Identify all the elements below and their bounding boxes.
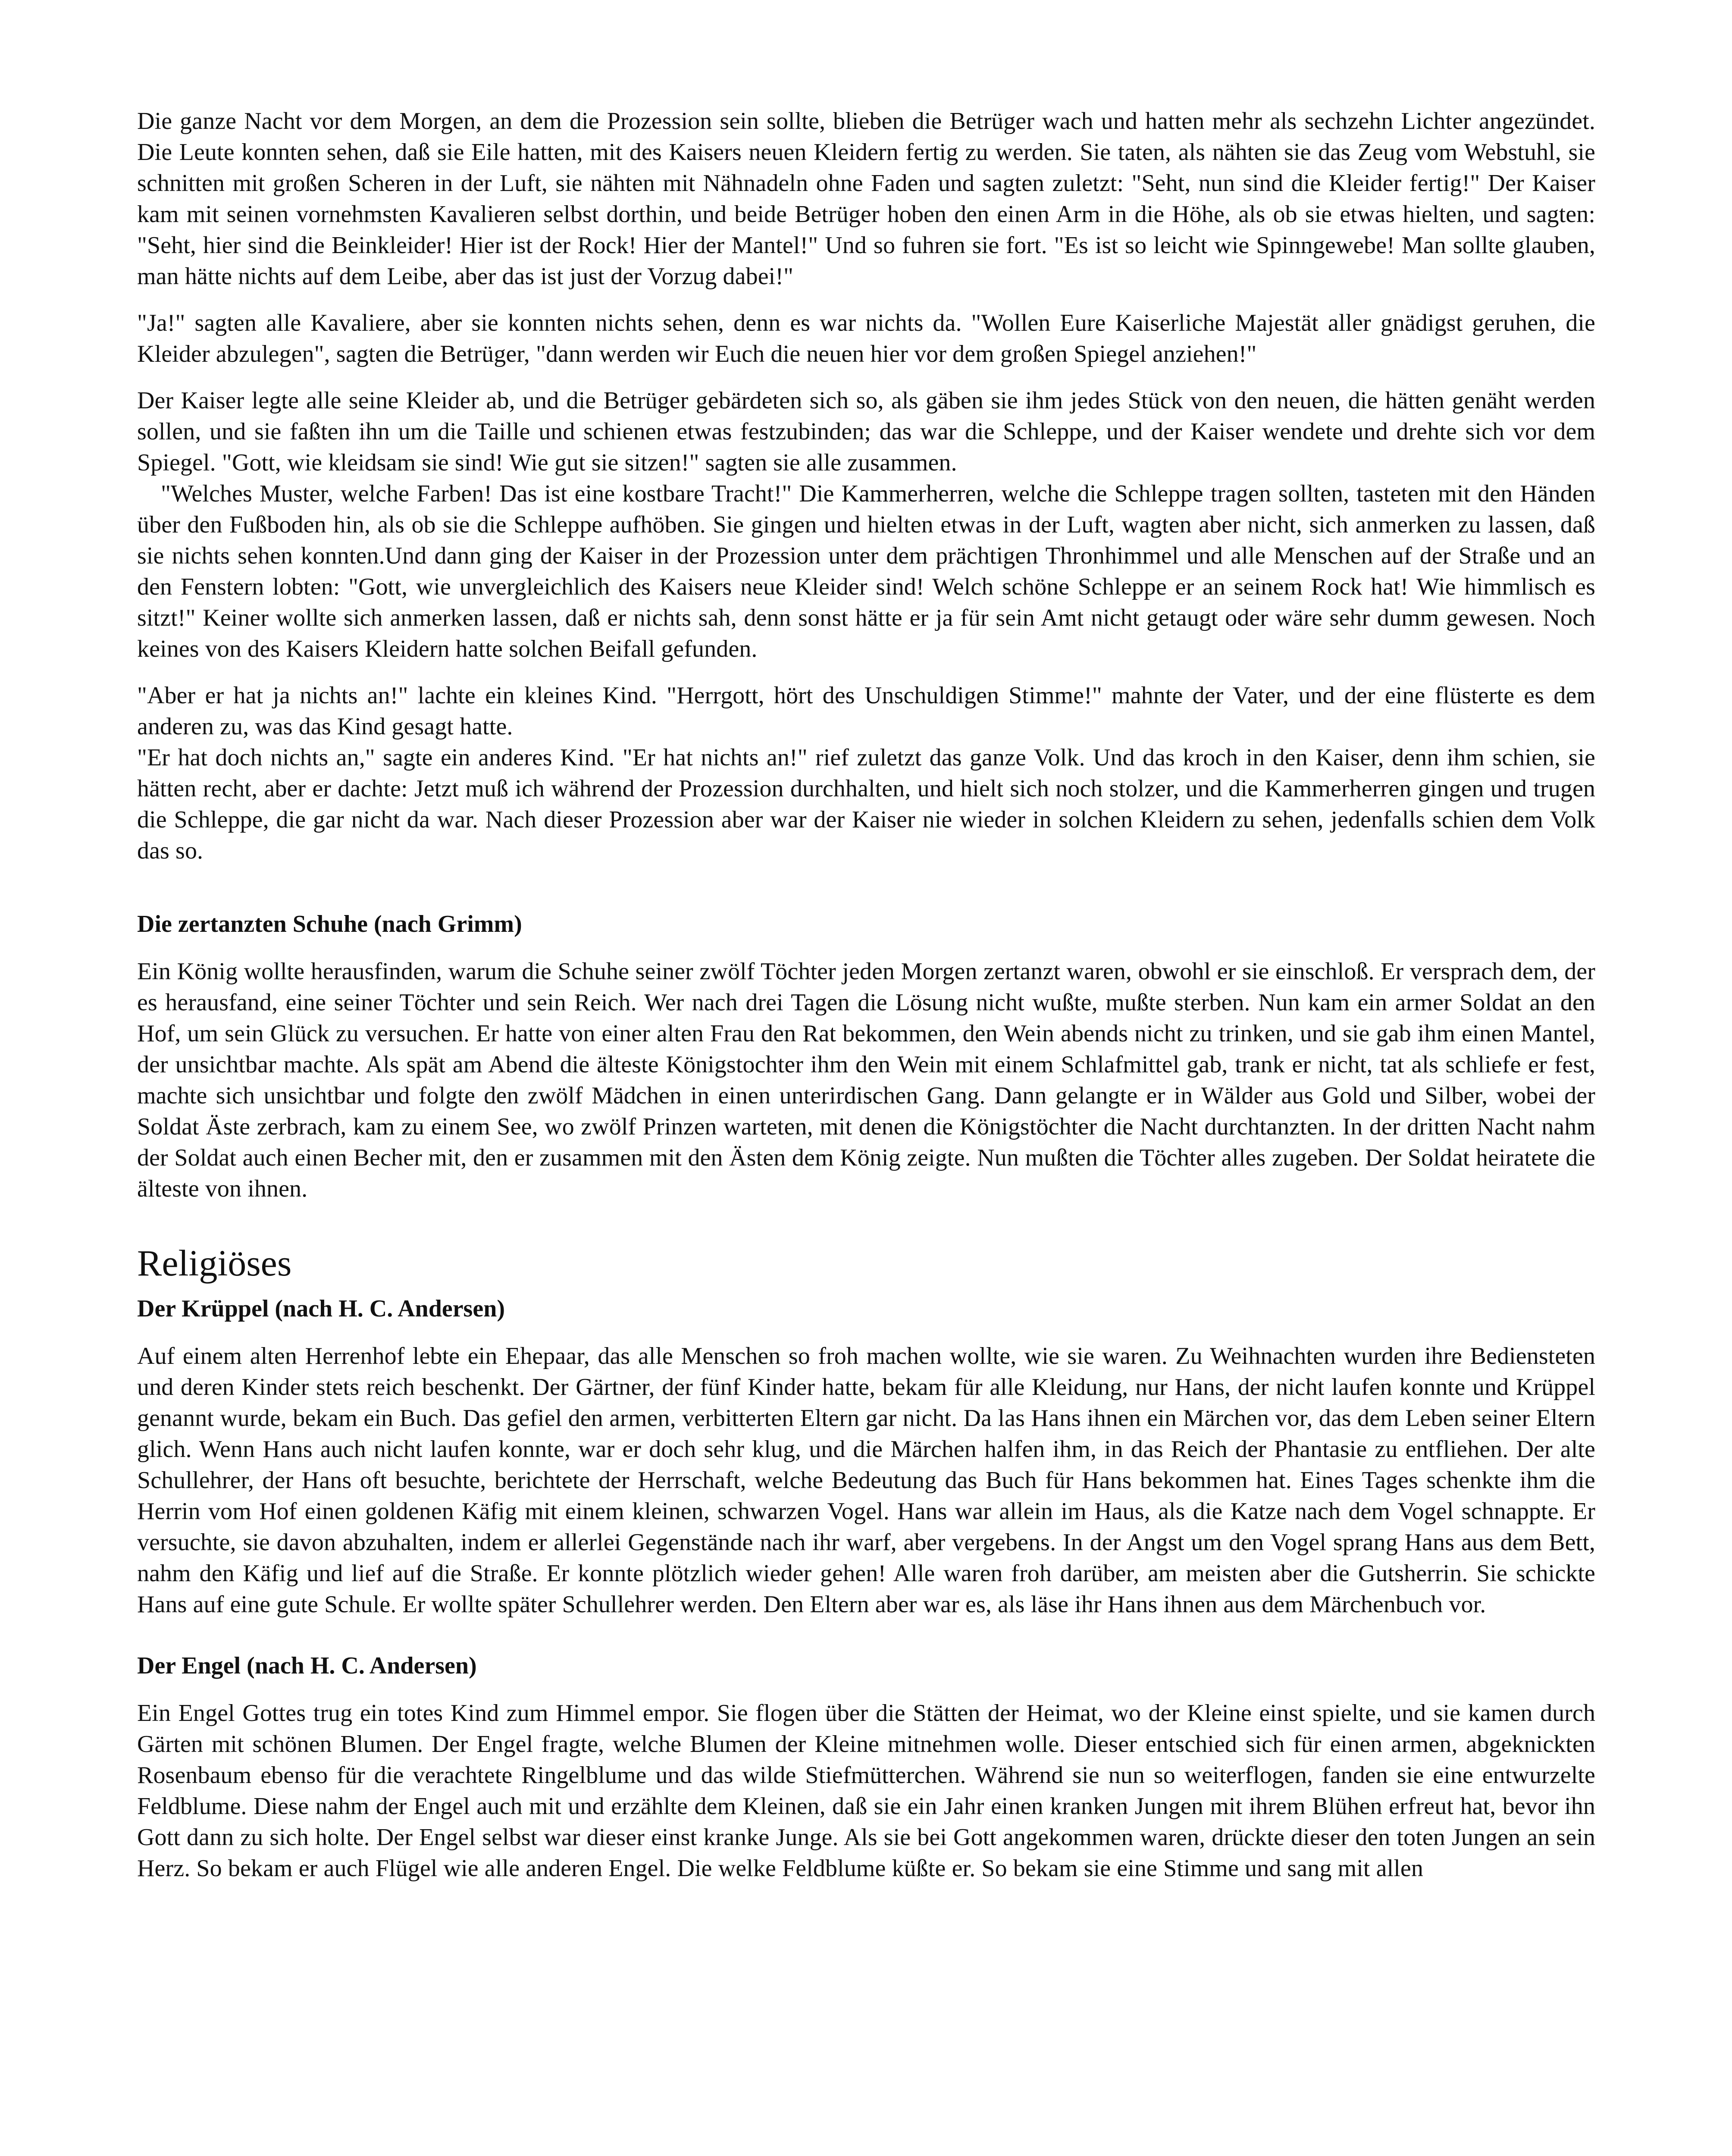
story-text-krueppel: Auf einem alten Herrenhof lebte ein Ehepaar, das alle Menschen so froh machen wollte, wie sie waren. Zu Weihnachten wurden ihre Bediensteten und deren Kinder stets reich beschenkt. Der Gärtner, der fünf Kinder hatte, bekam für alle Kleidung, nur Hans, der nicht laufen konnte und Krüppel genannt wurde, bekam ein Buch. Das gefiel den armen, verbitterten Eltern gar nicht. Da las Hans ihnen ein Märchen vor, das dem Leben seiner Eltern glich. Wenn Hans auch nicht laufen konnte, war er doch sehr klug, und die Märchen halfen ihm, in das Reich der Phantasie zu entfliehen. Der alte Schullehrer, der Hans oft besuchte, berichtete der Herrschaft, welche Bedeutung das Buch für Hans bekommen hat. Eines Tages schenkte ihm die Herrin vom Hof einen goldenen Käfig mit einem kleinen, schwarzen Vogel. Hans war allein im Haus, als die Katze nach dem Vogel schnappte. Er versuchte, sie davon abzuhalten, indem er allerlei Gegenstände nach ihr warf, aber vergebens. In der Angst um den Vogel sprang Hans aus dem Bett, nahm den Käfig und lief auf die Straße. Er konnte plötzlich wieder gehen! Alle waren froh darüber, am meisten aber die Gutsherrin. Sie schickte Hans auf eine gute Schule. Er wollte später Schullehrer werden. Den Eltern aber war es, als läse ihr Hans ihnen aus dem Märchenbuch vor. <box>137 1343 1595 1618</box>
paragraph-prozession-nacht: Die ganze Nacht vor dem Morgen, an dem die Prozession sein sollte, blieben die Betrüger wach und hatten mehr als sechzehn Lichter angezündet. Die Leute konnten sehen, daß sie Eile hatten, mit des Kaisers neuen Kleidern fertig zu werden. Sie taten, als nähten sie das Zeug vom Webstuhl, sie schnitten mit großen Scheren in der Luft, sie nähten mit Nähnadeln ohne Faden und sagten zuletzt: "Seht, nun sind die Kleider fertig!" Der Kaiser kam mit seinen vornehmsten Kavalieren selbst dorthin, und beide Betrüger hoben den einen Arm in die Höhe, als ob sie etwas hielten, und sagten: "Seht, hier sind die Beinkleider! Hier ist der Rock! Hier der Mantel!" Und so fuhren sie fort. "Es ist so leicht wie Spinngewebe! Man sollte glauben, man hätte nichts auf dem Leibe, aber das ist just der Vorzug dabei!" <box>137 108 1595 290</box>
section-heading-religioeses: Religiöses <box>137 1242 292 1284</box>
paragraph-kammerherren: "Welches Muster, welche Farben! Das ist eine kostbare Tracht!" Die Kammerherren, welche die Schleppe tragen sollten, tasteten mit den Händen über den Fußboden hin, als ob sie die Schleppe aufhöben. Sie gingen und hielten etwas in der Luft, wagten aber nicht, sich anmerken zu lassen, daß sie nichts sehen konnten.Und dann ging der Kaiser in der Prozession unter dem prächtigen Thronhimmel und alle Menschen auf der Straße und an den Fenstern lobten: "Gott, wie unvergleichlich des Kaisers neue Kleider sind! Welch schöne Schleppe er an seinem Rock hat! Wie himmlisch es sitzt!" Keiner wollte sich anmerken lassen, daß er nichts sah, denn sonst hätte er ja für sein Amt nicht getaugt oder wäre sehr dumm gewesen. Noch keines von des Kaisers Kleidern hatte solchen Beifall gefunden. <box>137 480 1595 662</box>
paragraph-ganzes-volk: "Er hat doch nichts an," sagte ein anderes Kind. "Er hat nichts an!" rief zuletzt das ganze Volk. Und das kroch in den Kaiser, denn ihm schien, sie hätten recht, aber er dachte: Jetzt muß ich während der Prozession durchhalten, und hielt sich noch stolzer, und die Kammerherren gingen und trugen die Schleppe, die gar nicht da war. Nach dieser Prozession aber war der Kaiser nie wieder in solchen Kleidern zu sehen, jedenfalls schien dem Volk das so. <box>137 744 1595 864</box>
story-title-krueppel: Der Krüppel (nach H. C. Andersen) <box>137 1295 505 1322</box>
page-content <box>137 106 1595 1884</box>
story-title-engel: Der Engel (nach H. C. Andersen) <box>137 1652 477 1679</box>
story-text-schuhe: Ein König wollte herausfinden, warum die Schuhe seiner zwölf Töchter jeden Morgen zertanzt waren, obwohl er sie einschloß. Er versprach dem, der es herausfand, eine seiner Töchter und sein Reich. Wer nach drei Tagen die Lösung nicht wußte, mußte sterben. Nun kam ein armer Soldat an den Hof, um sein Glück zu versuchen. Er hatte von einer alten Frau den Rat bekommen, den Wein abends nicht zu trinken, und sie gab ihm einen Mantel, der unsichtbar machte. Als spät am Abend die älteste Königstochter ihm den Wein mit einem Schlafmittel gab, trank er nicht, tat als schliefe er fest, machte sich unsichtbar und folgte den zwölf Mädchen in einen unterirdischen Gang. Dann gelangte er in Wälder aus Gold und Silber, wobei der Soldat Äste zerbrach, kam zu einem See, wo zwölf Prinzen warteten, mit denen die Königstöchter die Nacht durchtanzten. In der dritten Nacht nahm der Soldat auch einen Becher mit, den er zusammen mit den Ästen dem König zeigte. Nun mußten die Töchter alles zugeben. Der Soldat heiratete die älteste von ihnen. <box>137 958 1595 1202</box>
paragraph-kavaliere: "Ja!" sagten alle Kavaliere, aber sie konnten nichts sehen, denn es war nichts da. "Wollen Eure Kaiserliche Majestät aller gnädigst geruhen, die Kleider abzulegen", sagten die Betrüger, "dann werden wir Euch die neuen hier vor dem großen Spiegel anziehen!" <box>137 310 1595 367</box>
paragraph-kind-lacht: "Aber er hat ja nichts an!" lachte ein kleines Kind. "Herrgott, hört des Unschuldigen Stimme!" mahnte der Vater, und der eine flüsterte es dem anderen zu, was das Kind gesagt hatte. <box>137 682 1595 740</box>
paragraph-kaiser-kleider-ab: Der Kaiser legte alle seine Kleider ab, und die Betrüger gebärdeten sich so, als gäben sie ihm jedes Stück von den neuen, die hätten genäht werden sollen, und sie faßten ihn um die Taille und schienen etwas festzubinden; das war die Schleppe, und der Kaiser wendete und drehte sich vor dem Spiegel. "Gott, wie kleidsam sie sind! Wie gut sie sitzen!" sagten sie alle zusammen. <box>137 387 1595 476</box>
story-text-engel: Ein Engel Gottes trug ein totes Kind zum Himmel empor. Sie flogen über die Stätten der Heimat, wo der Kleine einst spielte, und sie kamen durch Gärten mit schönen Blumen. Der Engel fragte, welche Blumen der Kleine mitnehmen wolle. Dieser entschied sich für einen armen, abgeknickten Rosenbaum ebenso für die verachtete Ringelblume und das wilde Stiefmütterchen. Während sie nun so weiterflogen, fanden sie eine entwurzelte Feldblume. Diese nahm der Engel auch mit und erzählte dem Kleinen, daß sie ein Jahr einen kranken Jungen mit ihrem Blühen erfreut hat, bevor ihn Gott dann zu sich holte. Der Engel selbst war dieser einst kranke Junge. Als sie bei Gott angekommen waren, drückte dieser den toten Jungen an sein Herz. So bekam er auch Flügel wie alle anderen Engel. Die welke Feldblume küßte er. So bekam sie eine Stimme und sang mit allen <box>137 1700 1595 1882</box>
story-title-schuhe: Die zertanzten Schuhe (nach Grimm) <box>137 911 522 937</box>
